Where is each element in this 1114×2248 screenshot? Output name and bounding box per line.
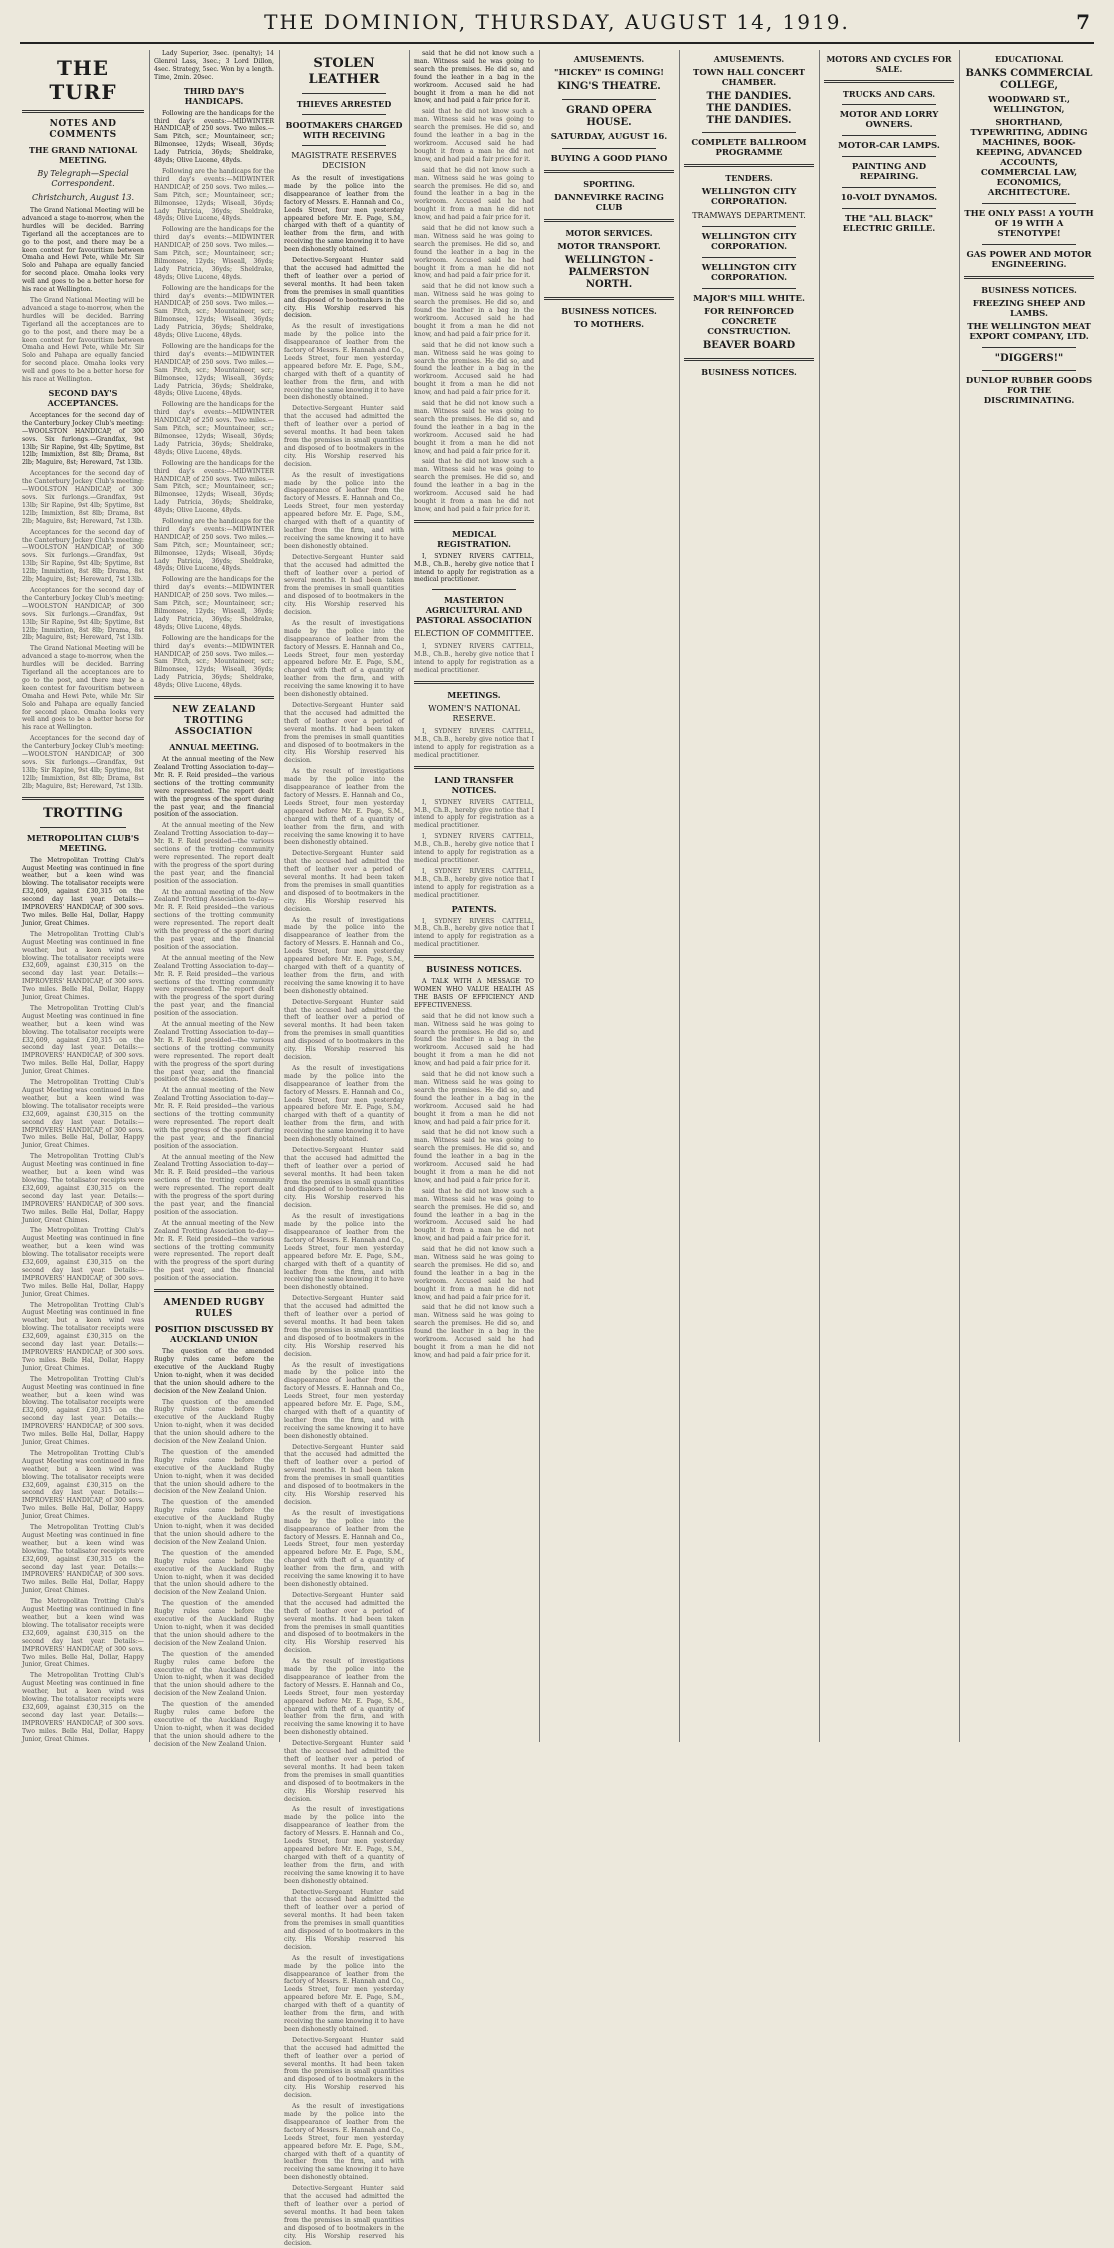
meetings-heading: MEETINGS. — [447, 690, 501, 700]
medical-heading: MEDICAL REGISTRATION. — [437, 528, 511, 549]
article-paragraph: As the result of investigations made by the police into the disappearance of leather from the factory of Messrs. E. Hannah and Co., Leeds Street, four men yesterday appeared before Mr. E. Page, S.M., charged with theft of a quantity of leather from the firm, and with receiving the same knowing it to have been dishonestly obtained. — [284, 916, 404, 995]
article-paragraph: As the result of investigations made by the police into the disappearance of leather from the factory of Messrs. E. Hannah and Co., Leeds Street, four men yesterday appeared before Mr. E. Page, S.M., charged with theft of a quantity of leather from the firm, and with receiving the same knowing it to have been dishonestly obtained. — [284, 1213, 404, 1292]
article-paragraph: The Metropolitan Trotting Club's August Meeting was continued in fine weather, but a keen wind was blowing. The totalisator receipts were £32,609, against £30,315 on the second day last year. Details:—IMPROVERS' HANDICAP, of 300 sovs. Two miles. Belle Hal, Dollar, Happy Junior, Great Chimes. — [22, 1153, 144, 1224]
ad-title: BUYING A GOOD PIANO — [550, 154, 668, 164]
byline: By Telegraph—Special Correspondent. — [37, 169, 129, 188]
ad-brand: BEAVER BOARD — [702, 340, 796, 351]
article-paragraph: said that he did not know such a man. Witness said he was going to search the premises. He did so, and found the leather in a bag in the workroom. Accused said he had bought it from a man he did not know, and had paid a fair price for it. — [414, 166, 534, 222]
column-1 — [22, 50, 144, 1742]
ad-college: BANKS COMMERCIAL COLLEGE, — [965, 68, 1093, 91]
article-paragraph: As the result of investigations made by the police into the disappearance of leather from the factory of Messrs. E. Hannah and Co., Leeds Street, four men yesterday appeared before Mr. E. Page, S.M., charged with theft of a quantity of leather from the firm, and with receiving the same knowing it to have been dishonestly obtained. — [284, 471, 404, 550]
thieves-heading: THIEVES ARRESTED — [296, 99, 392, 109]
article-paragraph: The Metropolitan Trotting Club's August Meeting was continued in fine weather, but a keen wind was blowing. The totalisator receipts were £32,609, against £30,315 on the second day last year. Details:—IMPROVERS' HANDICAP, of 300 sovs. Two miles. Belle Hal, Dollar, Happy Junior, Great Chimes. — [22, 1004, 144, 1076]
article-paragraph: At the annual meeting of the New Zealand Trotting Association to-day—Mr. R. F. Reid presided—the various sections of the trotting community were represented. The report dealt with the progress of the sport during the past year, and the financial position of the association. — [154, 954, 274, 1018]
ad-title: DANNEVIRKE RACING CLUB — [554, 193, 664, 213]
notice-paragraph: I, SYDNEY RIVERS CATTELL, M.B., Ch.B., hereby give notice that I intend to apply for registration as a medical practitioner. — [414, 798, 534, 830]
article-paragraph: As the result of investigations made by the police into the disappearance of leather from the factory of Messrs. E. Hannah and Co., Leeds Street, four men yesterday appeared before Mr. E. Page, S.M., charged with theft of a quantity of leather from the firm, and with receiving the same knowing it to have been dishonestly obtained. — [284, 1064, 404, 1144]
ad-title: WELLINGTON CITY CORPORATION. — [701, 232, 797, 252]
nztc-heading: NEW ZEALAND TROTTING ASSOCIATION — [172, 705, 256, 738]
educational-heading: EDUCATIONAL — [995, 54, 1063, 64]
article-paragraph: At the annual meeting of the New Zealand Trotting Association to-day—Mr. R. F. Reid presided—the various sections of the trotting community were represented. The report dealt with the progress of the sport during the past year, and the financial position of the association. — [154, 1021, 274, 1084]
ad-venue: KING'S THEATRE. — [557, 81, 661, 92]
ad-date: SATURDAY, AUGUST 16. — [550, 132, 668, 142]
third-day-heading: THIRD DAY'S HANDICAPS. — [183, 85, 245, 106]
motors-heading: MOTORS AND CYCLES FOR SALE. — [826, 54, 952, 74]
article-paragraph: The question of the amended Rugby rules came before the executive of the Auckland Rugby Union to-night, when it was decided that the union should adhere to the decision of the New Zealand Union. — [154, 1549, 274, 1597]
divider — [432, 589, 516, 590]
page-number: 7 — [1076, 10, 1090, 34]
ad-title: THE "ALL BLACK" ELECTRIC GRILLE. — [842, 214, 936, 234]
business-heading: BUSINESS NOTICES. — [561, 306, 657, 316]
article-paragraph: Following are the handicaps for the third day's events:—MIDWINTER HANDICAP, of 250 sovs. Two miles.—Sam Pitch, scr.; Mountaineer, scr.; Bilmonsee, 12yds; Wiseall, 36yds; Lady Patricia, 36yds; Sheldrake, 48yds; Olive Lucene, 48yds. — [154, 167, 274, 223]
ad-title: COMPLETE BALLROOM PROGRAMME — [691, 138, 807, 158]
article-paragraph: Acceptances for the second day of the Canterbury Jockey Club's meeting:—WOOLSTON HANDICAP, of 300 sovs. Six furlongs.—Grandfax, 9st 13lb; Sir Rapine, 9st 4lb; Spytime, 8st 12lb; Immixtion, 8st 8lb; Drama, 8st 2lb; Maguire, 8st; Hereward, 7st 13lb. — [22, 528, 144, 584]
article-paragraph: Following are the handicaps for the third day's events:—MIDWINTER HANDICAP, of 250 sovs. Two miles.—Sam Pitch, scr.; Mountaineer, scr.; Bilmonsee, 12yds; Wiseall, 36yds; Lady Patricia, 36yds; Sheldrake, 48yds; Olive Lucene, 48yds. — [154, 401, 274, 456]
article-paragraph: As the result of investigations made by the police into the disappearance of leather from the factory of Messrs. E. Hannah and Co., Leeds Street, four men yesterday appeared before Mr. E. Page, S.M., charged with theft of a quantity of leather from the firm, and with receiving the same knowing it to have been dishonestly obtained. — [284, 1954, 404, 2033]
article-paragraph: Following are the handicaps for the third day's events:—MIDWINTER HANDICAP, of 250 sovs. Two miles.—Sam Pitch, scr.; Mountaineer, scr.; Bilmonsee, 12yds; Wiseall, 36yds; Lady Patricia, 36yds; Sheldrake, 48yds; Olive Lucene, 48yds. — [154, 226, 274, 281]
committee-heading: ELECTION OF COMMITTEE. — [414, 629, 534, 639]
article-paragraph: Following are the handicaps for the third day's events:—MIDWINTER HANDICAP, of 250 sovs. Two miles.—Sam Pitch, scr.; Mountaineer, scr.; Bilmonsee, 12yds; Wiseall, 36yds; Lady Patricia, 36yds; Sheldrake, 48yds; Olive Lucene, 48yds. — [154, 576, 274, 631]
article-paragraph: Detective-Sergeant Hunter said that the accused had admitted the theft of leather over a period of several months. It had been taken from the premises in small quantities and disposed of to bootmakers in the city. His Worship reserved his decision. — [284, 1443, 404, 1506]
article-paragraph: Detective-Sergeant Hunter said that the accused had admitted the theft of leather over a period of several months. It had been taken from the premises in small quantities and disposed of to bootmakers in the city. His Worship reserved his decision. — [284, 257, 404, 320]
article-paragraph: Lady Superior, 3sec. (penalty); 14 Glenrol Lass, 3sec.; 3 Lord Dillon, 4sec. Strategy, 5sec. Won by a length. Time, 2min. 20sec. — [154, 50, 274, 81]
womens-reserve-heading: WOMEN'S NATIONAL RESERVE. — [428, 704, 520, 723]
article-paragraph: The Metropolitan Trotting Club's August Meeting was continued in fine weather, but a keen wind was blowing. The totalisator receipts were £32,609, against £30,315 on the second day last year. Details:—IMPROVERS' HANDICAP, of 300 sovs. Two miles. Belle Hal, Dollar, Happy Junior, Great Chimes. — [22, 1524, 144, 1595]
column-rule — [539, 50, 540, 1742]
article-paragraph: The Metropolitan Trotting Club's August Meeting was continued in fine weather, but a keen wind was blowing. The totalisator receipts were £32,609, against £30,315 on the second day last year. Details:—IMPROVERS' HANDICAP, of 300 sovs. Two miles. Belle Hal, Dollar, Happy Junior, Great Chimes. — [22, 856, 144, 927]
auckland-heading: POSITION DISCUSSED BY AUCKLAND UNION — [154, 1324, 274, 1345]
ad-title: FREEZING SHEEP AND LAMBS. — [972, 299, 1086, 319]
amended-rugby-heading: AMENDED RUGBY RULES — [163, 1298, 265, 1320]
article-paragraph: As the result of investigations made by the police into the disappearance of leather from the factory of Messrs. E. Hannah and Co., Leeds Street, four men yesterday appeared before Mr. E. Page, S.M., charged with theft of a quantity of leather from the firm, and with receiving the same knowing it to have been dishonestly obtained. — [284, 1806, 404, 1885]
column-rule — [819, 50, 820, 1742]
article-paragraph: The Metropolitan Trotting Club's August Meeting was continued in fine weather, but a keen wind was blowing. The totalisator receipts were £32,609, against £30,315 on the second day last year. Details:—IMPROVERS' HANDICAP, of 300 sovs. Two miles. Belle Hal, Dollar, Happy Junior, Great Chimes. — [22, 1672, 144, 1743]
divider — [302, 145, 386, 146]
article-paragraph: Detective-Sergeant Hunter said that the accused had admitted the theft of leather over a period of several months. It had been taken from the premises in small quantities and disposed of to bootmakers in the city. His Worship reserved his decision. — [284, 2185, 404, 2248]
ad-venue: GRAND OPERA HOUSE. — [566, 105, 652, 128]
divider — [702, 288, 796, 289]
divider — [414, 681, 534, 684]
article-paragraph: Detective-Sergeant Hunter said that the accused had admitted the theft of leather over a period of several months. It had been taken from the premises in small quantities and disposed of to bootmakers in the city. His Worship reserved his decision. — [284, 702, 404, 765]
divider — [544, 219, 674, 222]
divider — [982, 370, 1076, 371]
article-paragraph: said that he did not know such a man. Witness said he was going to search the premises. He did so, and found the leather in a bag in the workroom. Accused said he had bought it from a man he did not know, and had paid a fair price for it. — [414, 458, 534, 513]
article-paragraph: The question of the amended Rugby rules came before the executive of the Auckland Rugby Union to-night, when it was decided that the union should adhere to the decision of the New Zealand Union. — [154, 1398, 274, 1446]
article-paragraph: said that he did not know such a man. Witness said he was going to search the premises. He did so, and found the leather in a bag in the workroom. Accused said he had bought it from a man he did not know, and had paid a fair price for it. — [414, 283, 534, 338]
sporting-heading: SPORTING. — [583, 179, 635, 189]
ad-act: THE DANDIES. — [706, 115, 792, 126]
column-rule — [679, 50, 680, 1742]
article-paragraph: As the result of investigations made by the police into the disappearance of leather from the factory of Messrs. E. Hannah and Co., Leeds Street, four men yesterday appeared before Mr. E. Page, S.M., charged with theft of a quantity of leather from the firm, and with receiving the same knowing it to have been dishonestly obtained. — [284, 619, 404, 699]
column-rule — [149, 50, 150, 1742]
article-paragraph: Following are the handicaps for the third day's events:—MIDWINTER HANDICAP, of 250 sovs. Two miles.—Sam Pitch, scr.; Mountaineer, scr.; Bilmonsee, 12yds; Wiseall, 36yds; Lady Patricia, 36yds; Sheldrake, 48yds; Olive Lucene, 48yds. — [154, 634, 274, 690]
article-paragraph: The Metropolitan Trotting Club's August Meeting was continued in fine weather, but a keen wind was blowing. The totalisator receipts were £32,609, against £30,315 on the second day last year. Details:—IMPROVERS' HANDICAP, of 300 sovs. Two miles. Belle Hal, Dollar, Happy Junior, Great Chimes. — [22, 1375, 144, 1446]
land-transfer-heading: LAND TRANSFER NOTICES. — [434, 774, 514, 795]
article-paragraph: As the result of investigations made by the police into the disappearance of leather from the factory of Messrs. E. Hannah and Co., Leeds Street, four men yesterday appeared before Mr. E. Page, S.M., charged with theft of a quantity of leather from the firm, and with receiving the same knowing it to have been dishonestly obtained. — [284, 1658, 404, 1737]
notice-paragraph: I, SYDNEY RIVERS CATTELL, M.B., Ch.B., hereby give notice that I intend to apply for registration as a medical practitioner. — [414, 552, 534, 584]
ad-title: PAINTING AND REPAIRING. — [851, 162, 927, 182]
ad-address: WOODWARD ST., WELLINGTON, — [987, 95, 1070, 115]
divider — [414, 520, 534, 523]
article-paragraph: At the annual meeting of the New Zealand Trotting Association to-day—Mr. R. F. Reid presided—the various sections of the trotting community were represented. The report dealt with the progress of the sport during the past year, and the financial position of the association. — [154, 756, 274, 819]
article-paragraph: Detective-Sergeant Hunter said that the accused had admitted the theft of leather over a period of several months. It had been taken from the premises in small quantities and disposed of to bootmakers in the city. His Worship reserved his decision. — [284, 1888, 404, 1951]
divider — [982, 244, 1076, 245]
article-paragraph: said that he did not know such a man. Witness said he was going to search the premises. He did so, and found the leather in a bag in the workroom. Accused said he had bought it from a man he did not know, and had paid a fair price for it. — [414, 108, 534, 163]
divider — [702, 132, 796, 133]
column-rule — [279, 50, 280, 1742]
article-paragraph: At the annual meeting of the New Zealand Trotting Association to-day—Mr. R. F. Reid presided—the various sections of the trotting community were represented. The report dealt with the progress of the sport during the past year, and the financial position of the association. — [154, 1153, 274, 1216]
divider — [154, 1289, 274, 1292]
business-heading: BUSINESS NOTICES. — [701, 367, 797, 377]
column-8 — [964, 50, 1094, 1742]
article-paragraph: Acceptances for the second day of the Canterbury Jockey Club's meeting:—WOOLSTON HANDICAP, of 300 sovs. Six furlongs.—Grandfax, 9st 13lb; Sir Rapine, 9st 4lb; Spytime, 8st 12lb; Immixtion, 8st 8lb; Drama, 8st 2lb; Maguire, 8st; Hereward, 7st 13lb. — [22, 411, 144, 467]
divider — [562, 99, 656, 100]
article-paragraph: Following are the handicaps for the third day's events:—MIDWINTER HANDICAP, of 250 sovs. Two miles.—Sam Pitch, scr.; Mountaineer, scr.; Bilmonsee, 12yds; Wiseall, 36yds; Lady Patricia, 36yds; Sheldrake, 48yds; Olive Lucene, 48yds. — [154, 284, 274, 340]
ad-title: MOTOR-CAR LAMPS. — [838, 141, 940, 151]
ad-act: THE DANDIES. — [706, 103, 792, 114]
article-paragraph: Detective-Sergeant Hunter said that the accused had admitted the theft of leather over a period of several months. It had been taken from the premises in small quantities and disposed of to bootmakers in the city. His Worship reserved his decision. — [284, 1295, 404, 1358]
divider — [414, 955, 534, 958]
article-paragraph: Following are the handicaps for the third day's events:—MIDWINTER HANDICAP, of 250 sovs. Two miles.—Sam Pitch, scr.; Mountaineer, scr.; Bilmonsee, 12yds; Wiseall, 36yds; Lady Patricia, 36yds; Sheldrake, 48yds; Olive Lucene, 48yds. — [154, 459, 274, 515]
article-paragraph: The Grand National Meeting will be advanced a stage to-morrow, when the hurdles will be decided. Barring Tigerland all the acceptances are to go to the post, and there may be a keen contest for favouritism between Omaha and Hewi Pete, while Mr. Sir Solo and Pahapa are equally fancied for second place. Omaha looks very well and goes to be a better horse for his race at Wellington. — [22, 296, 144, 384]
article-paragraph: Detective-Sergeant Hunter said that the accused had admitted the theft of leather over a period of several months. It had been taken from the premises in small quantities and disposed of to bootmakers in the city. His Worship reserved his decision. — [284, 850, 404, 913]
notice-paragraph: I, SYDNEY RIVERS CATTELL, M.B., Ch.B., hereby give notice that I intend to apply for registration as a medical practitioner. — [414, 917, 534, 949]
notice-paragraph: said that he did not know such a man. Witness said he was going to search the premises. He did so, and found the leather in a bag in the workroom. Accused said he had bought it from a man he did not know, and had paid a fair price for it. — [414, 1012, 534, 1068]
article-paragraph: At the annual meeting of the New Zealand Trotting Association to-day—Mr. R. F. Reid presided—the various sections of the trotting community were represented. The report dealt with the progress of the sport during the past year, and the financial position of the association. — [154, 1087, 274, 1150]
article-paragraph: Acceptances for the second day of the Canterbury Jockey Club's meeting:—WOOLSTON HANDICAP, of 300 sovs. Six furlongs.—Grandfax, 9st 13lb; Sir Rapine, 9st 4lb; Spytime, 8st 12lb; Immixtion, 8st 8lb; Drama, 8st 2lb; Maguire, 8st; Hereward, 7st 13lb. — [22, 735, 144, 790]
column-4 — [414, 50, 534, 1742]
ad-title: WELLINGTON CITY CORPORATION. — [701, 263, 797, 283]
divider — [842, 187, 936, 188]
article-paragraph: The question of the amended Rugby rules came before the executive of the Auckland Rugby Union to-night, when it was decided that the union should adhere to the decision of the New Zealand Union. — [154, 1600, 274, 1647]
column-3 — [284, 50, 404, 2248]
masthead — [20, 6, 1094, 44]
ad-hickey — [544, 68, 674, 93]
ad-title: TO MOTHERS. — [573, 320, 645, 330]
article-paragraph: Detective-Sergeant Hunter said that the accused had admitted the theft of leather over a period of several months. It had been taken from the premises in small quantities and disposed of to bootmakers in the city. His Worship reserved his decision. — [284, 405, 404, 468]
article-paragraph: Acceptances for the second day of the Canterbury Jockey Club's meeting:—WOOLSTON HANDICAP, of 300 sovs. Six furlongs.—Grandfax, 9st 13lb; Sir Rapine, 9st 4lb; Spytime, 8st 12lb; Immixtion, 8st 8lb; Drama, 8st 2lb; Maguire, 8st; Hereward, 7st 13lb. — [22, 470, 144, 525]
article-paragraph: said that he did not know such a man. Witness said he was going to search the premises. He did so, and found the leather in a bag in the workroom. Accused said he had bought it from a man he did not know, and had paid a fair price for it. — [414, 341, 534, 397]
notice-paragraph: I, SYDNEY RIVERS CATTELL, M.B., Ch.B., hereby give notice that I intend to apply for registration as a medical practitioner. — [414, 867, 534, 899]
amusements-heading: AMUSEMENTS. — [573, 54, 645, 64]
ad-title: FOR REINFORCED CONCRETE CONSTRUCTION. — [704, 307, 794, 337]
notice-paragraph: I, SYDNEY RIVERS CATTELL, M.B., Ch.B., hereby give notice that I intend to apply for registration as a medical practitioner. — [414, 643, 534, 675]
article-paragraph: As the result of investigations made by the police into the disappearance of leather from the factory of Messrs. E. Hannah and Co., Leeds Street, four men yesterday appeared before Mr. E. Page, S.M., charged with theft of a quantity of leather from the firm, and with receiving the same knowing it to have been dishonestly obtained. — [284, 175, 404, 254]
divider — [702, 257, 796, 258]
article-paragraph: The question of the amended Rugby rules came before the executive of the Auckland Rugby Union to-night, when it was decided that the union should adhere to the decision of the New Zealand Union. — [154, 1650, 274, 1698]
divider — [702, 226, 796, 227]
column-6 — [684, 50, 814, 1742]
article-paragraph: Detective-Sergeant Hunter said that the accused had admitted the theft of leather over a period of several months. It had been taken from the premises in small quantities and disposed of to bootmakers in the city. His Worship reserved his decision. — [284, 1740, 404, 1803]
column-5 — [544, 50, 674, 1742]
business-heading: BUSINESS NOTICES. — [981, 285, 1077, 295]
ad-title: THE WELLINGTON MEAT EXPORT COMPANY, LTD. — [967, 322, 1091, 342]
article-paragraph: The question of the amended Rugby rules came before the executive of the Auckland Rugby Union to-night, when it was decided that the union should adhere to the decision of the New Zealand Union. — [154, 1448, 274, 1496]
article-paragraph: The Metropolitan Trotting Club's August Meeting was continued in fine weather, but a keen wind was blowing. The totalisator receipts were £32,609, against £30,315 on the second day last year. Details:—IMPROVERS' HANDICAP, of 300 sovs. Two miles. Belle Hal, Dollar, Happy Junior, Great Chimes. — [22, 1598, 144, 1669]
ad-title: TOWN HALL CONCERT CHAMBER. — [693, 68, 805, 88]
article-paragraph: The Metropolitan Trotting Club's August Meeting was continued in fine weather, but a keen wind was blowing. The totalisator receipts were £32,609, against £30,315 on the second day last year. Details:—IMPROVERS' HANDICAP, of 300 sovs. Two miles. Belle Hal, Dollar, Happy Junior, Great Chimes. — [22, 1227, 144, 1298]
article-paragraph: The Metropolitan Trotting Club's August Meeting was continued in fine weather, but a keen wind was blowing. The totalisator receipts were £32,609, against £30,315 on the second day last year. Details:—IMPROVERS' HANDICAP, of 300 sovs. Two miles. Belle Hal, Dollar, Happy Junior, Great Chimes. — [22, 1079, 144, 1150]
motor-services-heading: MOTOR SERVICES. — [565, 228, 653, 238]
ad-subjects: SHORTHAND, TYPEWRITING, ADDING MACHINES, BOOK-KEEPING, ADVANCED ACCOUNTS, COMMERCIAL LAW, ECONOMICS, ARCHITECTURE. — [970, 118, 1088, 198]
dateline: Christchurch, August 13. — [31, 193, 135, 202]
article-paragraph: said that he did not know such a man. Witness said he was going to search the premises. He did so, and found the leather in a bag in the workroom. Accused said he had bought it from a man he did not know, and had paid a fair price for it. — [414, 400, 534, 455]
stolen-leather-heading: STOLEN LEATHER — [308, 56, 380, 87]
notice-paragraph: A TALK WITH A MESSAGE TO WOMEN WHO VALUE HEALTH AS THE BASIS OF EFFICIENCY AND EFFECTIVENESS. — [414, 978, 534, 1009]
ad-title: "HICKEY" IS COMING! — [554, 68, 664, 78]
article-paragraph: The Grand National Meeting will be advanced a stage to-morrow, when the hurdles will be decided. Barring Tigerland all the acceptances are to go to the post, and there may be a keen contest for favouritism between Omaha and Hewi Pete, while Mr. Sir Solo and Pahapa are equally fancied for second place. Omaha looks very well and goes to be a better horse for his race at Wellington. — [22, 645, 144, 732]
notice-paragraph: said that he did not know such a man. Witness said he was going to search the premises. He did so, and found the leather in a bag in the workroom. Accused said he had bought it from a man he did not know, and had paid a fair price for it. — [414, 1187, 534, 1243]
article-paragraph: Following are the handicaps for the third day's events:—MIDWINTER HANDICAP, of 250 sovs. Two miles.—Sam Pitch, scr.; Mountaineer, scr.; Bilmonsee, 12yds; Wiseall, 36yds; Lady Patricia, 36yds; Sheldrake, 48yds; Olive Lucene, 48yds. — [154, 518, 274, 573]
divider — [982, 347, 1076, 348]
article-paragraph: The Metropolitan Trotting Club's August Meeting was continued in fine weather, but a keen wind was blowing. The totalisator receipts were £32,609, against £30,315 on the second day last year. Details:—IMPROVERS' HANDICAP, of 300 sovs. Two miles. Belle Hal, Dollar, Happy Junior, Great Chimes. — [22, 1449, 144, 1521]
article-paragraph: said that he did not know such a man. Witness said he was going to search the premises. He did so, and found the leather in a bag in the workroom. Accused said he had bought it from a man he did not know, and had paid a fair price for it. — [414, 50, 534, 105]
divider — [842, 208, 936, 209]
trucks-heading: TRUCKS AND CARS. — [842, 89, 936, 99]
ad-route: WELLINGTON - PALMERSTON NORTH. — [564, 255, 654, 290]
divider — [842, 135, 936, 136]
divider — [544, 170, 674, 173]
ad-title: WELLINGTON CITY CORPORATION. — [701, 187, 797, 207]
divider — [154, 696, 274, 699]
annual-meeting-heading: ANNUAL MEETING. — [169, 742, 259, 753]
article-paragraph: Detective-Sergeant Hunter said that the accused had admitted the theft of leather over a period of several months. It had been taken from the premises in small quantities and disposed of to bootmakers in the city. His Worship reserved his decision. — [284, 1591, 404, 1655]
magistrate-heading: MAGISTRATE RESERVES DECISION — [291, 151, 397, 170]
notice-paragraph: said that he did not know such a man. Witness said he was going to search the premises. He did so, and found the leather in a bag in the workroom. Accused said he had bought it from a man he did not know, and had paid a fair price for it. — [414, 1071, 534, 1126]
article-paragraph: At the annual meeting of the New Zealand Trotting Association to-day—Mr. R. F. Reid presided—the various sections of the trotting community were represented. The report dealt with the progress of the sport during the past year, and the financial position of the association. — [154, 1219, 274, 1283]
article-paragraph: The Metropolitan Trotting Club's August Meeting was continued in fine weather, but a keen wind was blowing. The totalisator receipts were £32,609, against £30,315 on the second day last year. Details:—IMPROVERS' HANDICAP, of 300 sovs. Two miles. Belle Hal, Dollar, Happy Junior, Great Chimes. — [22, 1301, 144, 1372]
divider — [684, 358, 814, 361]
divider — [842, 156, 936, 157]
article-paragraph: As the result of investigations made by the police into the disappearance of leather from the factory of Messrs. E. Hannah and Co., Leeds Street, four men yesterday appeared before Mr. E. Page, S.M., charged with theft of a quantity of leather from the firm, and with receiving the same knowing it to have been dishonestly obtained. — [284, 768, 404, 847]
column-7 — [824, 50, 954, 1742]
acceptances-heading: SECOND DAY'S ACCEPTANCES. — [47, 387, 119, 408]
article-paragraph: Detective-Sergeant Hunter said that the accused had admitted the theft of leather over a period of several months. It had been taken from the premises in small quantities and disposed of to bootmakers in the city. His Worship reserved his decision. — [284, 553, 404, 617]
grand-national-heading: THE GRAND NATIONAL MEETING. — [28, 145, 137, 165]
notice-paragraph: said that he did not know such a man. Witness said he was going to search the premises. He did so, and found the leather in a bag in the workroom. Accused said he had bought it from a man he did not know, and had paid a fair price for it. — [414, 1246, 534, 1301]
amusements-heading: AMUSEMENTS. — [713, 54, 785, 64]
divider — [22, 797, 144, 800]
tramways-heading: TRAMWAYS DEPARTMENT. — [692, 211, 806, 220]
divider — [842, 104, 936, 105]
article-paragraph: The Metropolitan Trotting Club's August Meeting was continued in fine weather, but a keen wind was blowing. The totalisator receipts were £32,609, against £30,315 on the second day last year. Details:—IMPROVERS' HANDICAP, of 300 sovs. Two miles. Belle Hal, Dollar, Happy Junior, Great Chimes. — [22, 930, 144, 1002]
article-paragraph: The question of the amended Rugby rules came before the executive of the Auckland Rugby Union to-night, when it was decided that the union should adhere to the decision of the New Zealand Union. — [154, 1348, 274, 1395]
article-paragraph: Acceptances for the second day of the Canterbury Jockey Club's meeting:—WOOLSTON HANDICAP, of 300 sovs. Six furlongs.—Grandfax, 9st 13lb; Sir Rapine, 9st 4lb; Spytime, 8st 12lb; Immixtion, 8st 8lb; Drama, 8st 2lb; Maguire, 8st; Hereward, 7st 13lb. — [22, 586, 144, 642]
ad-title: MOTOR AND LORRY OWNERS. — [839, 110, 939, 130]
trotting-heading: TROTTING — [43, 805, 123, 821]
divider — [22, 110, 144, 113]
ad-title: 10-VOLT DYNAMOS. — [840, 193, 938, 203]
divider — [982, 203, 1076, 204]
business-heading: BUSINESS NOTICES. — [426, 964, 522, 975]
article-paragraph: Detective-Sergeant Hunter said that the accused had admitted the theft of leather over a period of several months. It had been taken from the premises in small quantities and disposed of to bootmakers in the city. His Worship reserved his decision. — [284, 2036, 404, 2100]
divider — [302, 93, 386, 94]
column-rule — [959, 50, 960, 1742]
ad-title: MAJOR'S MILL WHITE. — [693, 294, 805, 304]
article-paragraph: As the result of investigations made by the police into the disappearance of leather from the factory of Messrs. E. Hannah and Co., Leeds Street, four men yesterday appeared before Mr. E. Page, S.M., charged with theft of a quantity of leather from the firm, and with receiving the same knowing it to have been dishonestly obtained. — [284, 1361, 404, 1440]
divider — [562, 148, 656, 149]
turf-heading: THE TURF — [49, 56, 117, 104]
notice-paragraph: said that he did not know such a man. Witness said he was going to search the premises. He did so, and found the leather in a bag in the workroom. Accused said he had bought it from a man he did not know, and had paid a fair price for it. — [414, 1129, 534, 1184]
masthead-title: THE DOMINION, THURSDAY, AUGUST 14, 1919. — [264, 10, 850, 34]
ad-title: GAS POWER AND MOTOR ENGINEERING. — [966, 250, 1092, 270]
article-paragraph: The question of the amended Rugby rules came before the executive of the Auckland Rugby Union to-night, when it was decided that the union should adhere to the decision of the New Zealand Union. — [154, 1499, 274, 1546]
divider — [302, 114, 386, 115]
ad-title: THE ONLY PASS! A YOUTH OF 19 WITH A STENOTYPE! — [964, 209, 1094, 239]
tenders-heading: TENDERS. — [725, 173, 773, 183]
divider — [964, 276, 1094, 279]
column-2 — [154, 50, 274, 1748]
article-paragraph: At the annual meeting of the New Zealand Trotting Association to-day—Mr. R. F. Reid presided—the various sections of the trotting community were represented. The report dealt with the progress of the sport during the past year, and the financial position of the association. — [154, 888, 274, 951]
ad-title: "DIGGERS!" — [994, 353, 1064, 364]
notice-paragraph: I, SYDNEY RIVERS CATTELL, M.B., Ch.B., hereby give notice that I intend to apply for registration as a medical practitioner. — [414, 833, 534, 864]
divider — [544, 297, 674, 300]
article-paragraph: As the result of investigations made by the police into the disappearance of leather from the factory of Messrs. E. Hannah and Co., Leeds Street, four men yesterday appeared before Mr. E. Page, S.M., charged with theft of a quantity of leather from the firm, and with receiving the same knowing it to have been dishonestly obtained. — [284, 2103, 404, 2182]
notice-paragraph: I, SYDNEY RIVERS CATTELL, M.B., Ch.B., hereby give notice that I intend to apply for registration as a medical practitioner. — [414, 728, 534, 759]
notes-heading: NOTES AND COMMENTS — [49, 119, 117, 140]
divider — [414, 766, 534, 769]
ad-grand-opera — [544, 105, 674, 142]
column-rule — [409, 50, 410, 1742]
divider — [684, 164, 814, 167]
patents-heading: PATENTS. — [451, 903, 497, 914]
article-paragraph: As the result of investigations made by the police into the disappearance of leather from the factory of Messrs. E. Hannah and Co., Leeds Street, four men yesterday appeared before Mr. E. Page, S.M., charged with theft of a quantity of leather from the firm, and with receiving the same knowing it to have been dishonestly obtained. — [284, 323, 404, 402]
article-paragraph: At the annual meeting of the New Zealand Trotting Association to-day—Mr. R. F. Reid presided—the various sections of the trotting community were represented. The report dealt with the progress of the sport during the past year, and the financial position of the association. — [154, 822, 274, 885]
article-paragraph: said that he did not know such a man. Witness said he was going to search the premises. He did so, and found the leather in a bag in the workroom. Accused said he had bought it from a man he did not know, and had paid a fair price for it. — [414, 225, 534, 280]
article-paragraph: The Grand National Meeting will be advanced a stage to-morrow, when the hurdles will be decided. Barring Tigerland all the acceptances are to go to the post, and there may be a keen contest for favouritism between Omaha and Hewi Pete, while Mr. Sir Solo and Pahapa are equally fancied for second place. Omaha looks very well and goes to be a better horse for his race at Wellington. — [22, 207, 144, 294]
ad-act: THE DANDIES. — [706, 91, 792, 102]
divider — [40, 827, 126, 828]
masterton-heading: MASTERTON AGRICULTURAL AND PASTORAL ASSOCIATION — [415, 595, 532, 626]
ad-title: DUNLOP RUBBER GOODS FOR THE DISCRIMINATING. — [965, 376, 1093, 406]
divider — [824, 80, 954, 83]
notice-paragraph: said that he did not know such a man. Witness said he was going to search the premises. He did so, and found the leather in a bag in the workroom. Accused said he had bought it from a man he did not know, and had paid a fair price for it. — [414, 1304, 534, 1359]
article-paragraph: Following are the handicaps for the third day's events:—MIDWINTER HANDICAP, of 250 sovs. Two miles.—Sam Pitch, scr.; Mountaineer, scr.; Bilmonsee, 12yds; Wiseall, 36yds; Lady Patricia, 36yds; Sheldrake, 48yds; Olive Lucene, 48yds. — [154, 109, 274, 165]
bootmakers-heading: BOOTMAKERS CHARGED WITH RECEIVING — [285, 120, 403, 140]
article-paragraph: As the result of investigations made by the police into the disappearance of leather from the factory of Messrs. E. Hannah and Co., Leeds Street, four men yesterday appeared before Mr. E. Page, S.M., charged with theft of a quantity of leather from the firm, and with receiving the same knowing it to have been dishonestly obtained. — [284, 1509, 404, 1588]
article-paragraph: Detective-Sergeant Hunter said that the accused had admitted the theft of leather over a period of several months. It had been taken from the premises in small quantities and disposed of to bootmakers in the city. His Worship reserved his decision. — [284, 1146, 404, 1210]
article-paragraph: Detective-Sergeant Hunter said that the accused had admitted the theft of leather over a period of several months. It had been taken from the premises in small quantities and disposed of to bootmakers in the city. His Worship reserved his decision. — [284, 998, 404, 1061]
metro-heading: METROPOLITAN CLUB'S MEETING. — [26, 832, 140, 853]
ad-title: MOTOR TRANSPORT. — [557, 242, 661, 252]
article-paragraph: Following are the handicaps for the third day's events:—MIDWINTER HANDICAP, of 250 sovs. Two miles.—Sam Pitch, scr.; Mountaineer, scr.; Bilmonsee, 12yds; Wiseall, 36yds; Lady Patricia, 36yds; Sheldrake, 48yds; Olive Lucene, 48yds. — [154, 343, 274, 398]
article-paragraph: The question of the amended Rugby rules came before the executive of the Auckland Rugby Union to-night, when it was decided that the union should adhere to the decision of the New Zealand Union. — [154, 1701, 274, 1748]
